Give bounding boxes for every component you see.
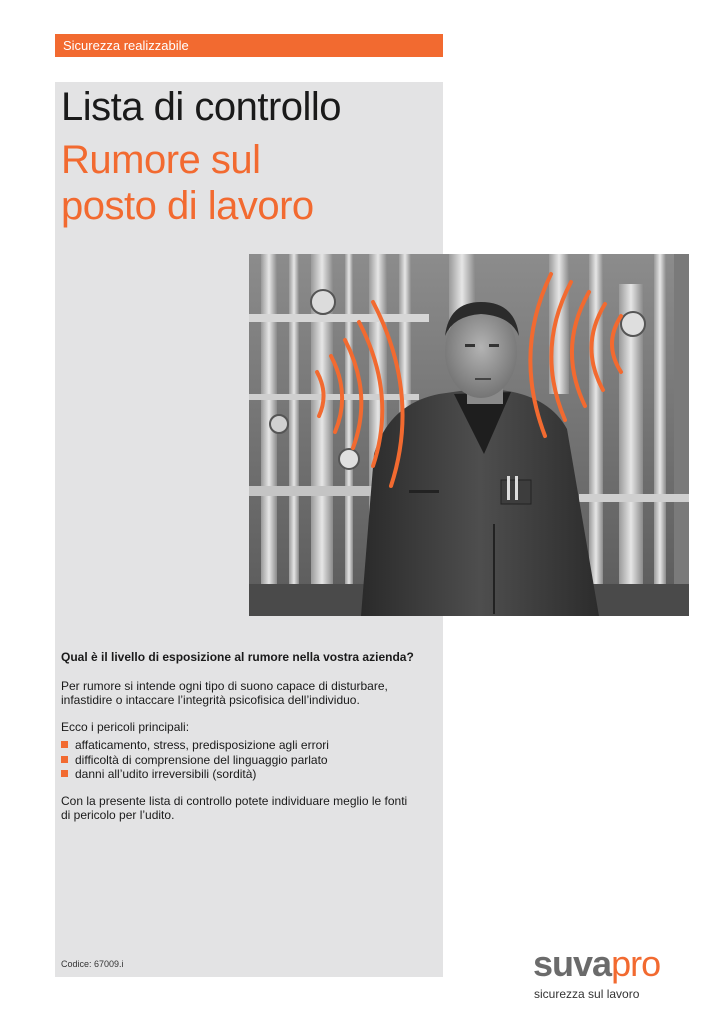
list-item bbox=[61, 753, 431, 768]
list-item bbox=[61, 738, 431, 753]
subtitle-line-1: Rumore sul bbox=[61, 138, 261, 182]
closing-line-2: di pericolo per l’udito. bbox=[61, 808, 175, 822]
hazard-text: danni all’udito irreversibili (sordità) bbox=[75, 767, 257, 781]
closing-paragraph bbox=[61, 794, 431, 823]
bullet-square-icon bbox=[61, 770, 68, 777]
question-heading: Qual è il livello di esposizione al rumore nella vostra azienda? bbox=[61, 650, 414, 664]
logo-pro: pro bbox=[611, 943, 661, 984]
list-item bbox=[61, 767, 431, 782]
document-title: Lista di controllo bbox=[61, 85, 342, 129]
category-label: Sicurezza realizzabile bbox=[63, 38, 189, 53]
noise-definition bbox=[61, 679, 431, 708]
closing-line-1: Con la presente lista di controllo potete individuare meglio le fonti bbox=[61, 793, 408, 808]
suvapro-logo bbox=[533, 944, 660, 984]
hazard-text: affaticamento, stress, predisposizione agli errori bbox=[75, 738, 329, 752]
logo-suva: suva bbox=[533, 943, 612, 984]
bullet-square-icon bbox=[61, 741, 68, 748]
document-subtitle bbox=[61, 137, 314, 229]
subtitle-line-2: posto di lavoro bbox=[61, 184, 314, 228]
definition-line-2: infastidire o intaccare l’integrità psicofisica dell’individuo. bbox=[61, 693, 360, 707]
definition-line-1: Per rumore si intende ogni tipo di suono capace di disturbare, bbox=[61, 678, 388, 693]
document-code: Codice: 67009.i bbox=[61, 959, 124, 969]
hazards-intro: Ecco i pericoli principali: bbox=[61, 719, 190, 734]
intro-text bbox=[61, 650, 431, 835]
logo-tagline: sicurezza sul lavoro bbox=[534, 987, 640, 1001]
worker-noise-photo bbox=[249, 254, 689, 616]
hazards-list bbox=[61, 738, 431, 782]
bullet-square-icon bbox=[61, 756, 68, 763]
category-banner bbox=[55, 34, 443, 57]
hazard-text: difficoltà di comprensione del linguaggio parlato bbox=[75, 752, 328, 767]
